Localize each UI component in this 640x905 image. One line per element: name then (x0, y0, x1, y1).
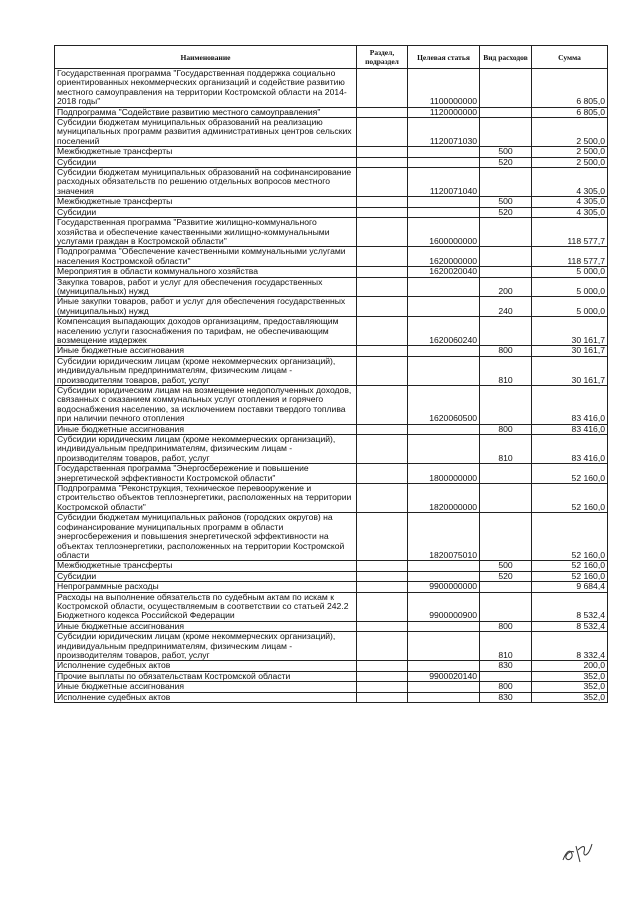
cell-name: Расходы на выполнение обязательств по судебным актам по искам к Костромской области, осуществляемым в соответствии со статьей 242.2 Бюджетного кодекса Российской Федерации (55, 592, 357, 621)
table-row (55, 592, 608, 621)
cell-name: Субсидии юридическим лицам (кроме некоммерческих организаций), индивидуальным предпринимателям, физическим лицам - производителям товаров, работ, услуг (55, 632, 357, 661)
cell-section (357, 247, 408, 267)
cell-name: Закупка товаров, работ и услуг для обеспечения государственных (муниципальных) нужд (55, 277, 357, 297)
cell-section (357, 671, 408, 681)
cell-sum: 5 000,0 (532, 297, 608, 317)
cell-sum: 83 416,0 (532, 435, 608, 464)
table-header-row (55, 46, 608, 69)
table-row (55, 277, 608, 297)
cell-section (357, 424, 408, 434)
cell-section (357, 682, 408, 692)
cell-sum: 30 161,7 (532, 317, 608, 346)
cell-name: Компенсация выпадающих доходов организациям, предоставляющим населению услуги газоснабжения по тарифам, не обеспечивающим возмещение издержек (55, 317, 357, 346)
cell-name: Иные бюджетные ассигнования (55, 621, 357, 631)
cell-name: Субсидии юридическим лицам (кроме некоммерческих организаций), индивидуальным предпринимателям, физическим лицам - производителям товаров, работ, услуг (55, 435, 357, 464)
cell-name: Субсидии бюджетам муниципальных образований на софинансирование расходных обязательств по решению отдельных вопросов местного значения (55, 168, 357, 197)
cell-kind: 800 (480, 346, 532, 356)
cell-sum: 4 305,0 (532, 207, 608, 217)
cell-article: 9900020140 (408, 671, 480, 681)
cell-article: 1820075010 (408, 513, 480, 561)
cell-name: Субсидии юридическим лицам (кроме некоммерческих организаций), индивидуальным предпринимателям, физическим лицам - производителям товаров, работ, услуг (55, 356, 357, 385)
cell-article: 1620000000 (408, 247, 480, 267)
cell-name: Иные бюджетные ассигнования (55, 682, 357, 692)
cell-kind (480, 386, 532, 425)
cell-kind (480, 592, 532, 621)
table-row (55, 424, 608, 434)
table-row (55, 118, 608, 147)
table-row (55, 346, 608, 356)
table-row (55, 464, 608, 484)
cell-section (357, 267, 408, 277)
cell-kind (480, 464, 532, 484)
cell-sum: 8 332,4 (532, 632, 608, 661)
cell-kind (480, 513, 532, 561)
table-body (55, 69, 608, 703)
cell-article: 1820000000 (408, 484, 480, 513)
cell-article: 1600000000 (408, 218, 480, 247)
cell-sum: 6 805,0 (532, 69, 608, 108)
cell-name: Субсидии (55, 157, 357, 167)
cell-sum: 5 000,0 (532, 277, 608, 297)
cell-kind (480, 317, 532, 346)
cell-article: 1620020040 (408, 267, 480, 277)
budget-table (54, 45, 608, 703)
cell-article: 1120000000 (408, 107, 480, 117)
header-section: Раздел, подраздел (357, 46, 408, 69)
cell-article: 1620060240 (408, 317, 480, 346)
cell-kind: 800 (480, 682, 532, 692)
cell-kind: 200 (480, 277, 532, 297)
cell-section (357, 157, 408, 167)
cell-article (408, 197, 480, 207)
cell-kind (480, 267, 532, 277)
cell-section (357, 356, 408, 385)
cell-section (357, 464, 408, 484)
cell-article (408, 632, 480, 661)
table-row (55, 207, 608, 217)
cell-section (357, 277, 408, 297)
table-row (55, 69, 608, 108)
table-row (55, 632, 608, 661)
cell-sum: 352,0 (532, 671, 608, 681)
cell-sum: 30 161,7 (532, 356, 608, 385)
cell-kind (480, 484, 532, 513)
table-row (55, 247, 608, 267)
cell-sum: 52 160,0 (532, 484, 608, 513)
cell-kind (480, 671, 532, 681)
cell-sum: 2 500,0 (532, 157, 608, 167)
cell-article: 1800000000 (408, 464, 480, 484)
cell-section (357, 147, 408, 157)
cell-section (357, 69, 408, 108)
table-row (55, 621, 608, 631)
cell-kind: 500 (480, 197, 532, 207)
cell-sum: 8 532,4 (532, 621, 608, 631)
cell-article: 1100000000 (408, 69, 480, 108)
table-row (55, 582, 608, 592)
cell-kind: 800 (480, 621, 532, 631)
cell-article (408, 207, 480, 217)
cell-section (357, 484, 408, 513)
cell-name: Иные закупки товаров, работ и услуг для обеспечения государственных (муниципальных) нужд (55, 297, 357, 317)
header-article: Целевая статья (408, 46, 480, 69)
cell-name: Иные бюджетные ассигнования (55, 424, 357, 434)
cell-name: Субсидии юридическим лицам на возмещение недополученных доходов, связанных с оказанием коммунальных услуг отопления и горячего водоснабжения населению, за исключением поставки твердого топлива при наличии печного отопления (55, 386, 357, 425)
cell-section (357, 168, 408, 197)
header-sum: Сумма (532, 46, 608, 69)
cell-sum: 352,0 (532, 682, 608, 692)
table-row (55, 147, 608, 157)
cell-article (408, 692, 480, 702)
table-row (55, 356, 608, 385)
table-row (55, 297, 608, 317)
table-row (55, 168, 608, 197)
cell-name: Подпрограмма "Реконструкция, техническое перевооружение и строительство объектов теплоэнергетики, расположенных на территории Костромской области" (55, 484, 357, 513)
cell-section (357, 218, 408, 247)
table-row (55, 218, 608, 247)
cell-section (357, 661, 408, 671)
cell-kind (480, 107, 532, 117)
cell-sum: 352,0 (532, 692, 608, 702)
cell-name: Подпрограмма "Содействие развитию местного самоуправления" (55, 107, 357, 117)
cell-name: Межбюджетные трансферты (55, 197, 357, 207)
cell-sum: 2 500,0 (532, 147, 608, 157)
table-row (55, 435, 608, 464)
cell-section (357, 592, 408, 621)
cell-kind: 810 (480, 435, 532, 464)
cell-name: Государственная программа "Энергосбережение и повышение энергетической эффективности Костромской области" (55, 464, 357, 484)
cell-kind: 500 (480, 147, 532, 157)
cell-section (357, 118, 408, 147)
cell-name: Иные бюджетные ассигнования (55, 346, 357, 356)
cell-article: 1120071040 (408, 168, 480, 197)
header-kind: Вид расходов (480, 46, 532, 69)
cell-name: Непрограммные расходы (55, 582, 357, 592)
cell-section (357, 107, 408, 117)
cell-article (408, 661, 480, 671)
cell-article (408, 561, 480, 571)
cell-kind: 520 (480, 207, 532, 217)
cell-sum: 8 532,4 (532, 592, 608, 621)
cell-sum: 5 000,0 (532, 267, 608, 277)
cell-kind: 830 (480, 692, 532, 702)
table-row (55, 107, 608, 117)
cell-name: Мероприятия в области коммунального хозяйства (55, 267, 357, 277)
cell-kind (480, 582, 532, 592)
cell-name: Субсидии бюджетам муниципальных образований на реализацию муниципальных программ развития административных центров сельских поселений (55, 118, 357, 147)
table-row (55, 386, 608, 425)
table-row (55, 484, 608, 513)
table-row (55, 561, 608, 571)
cell-sum: 52 160,0 (532, 513, 608, 561)
cell-section (357, 632, 408, 661)
table-row (55, 197, 608, 207)
cell-section (357, 197, 408, 207)
cell-article (408, 346, 480, 356)
table-row (55, 682, 608, 692)
cell-sum: 52 160,0 (532, 561, 608, 571)
table-row (55, 661, 608, 671)
cell-sum: 6 805,0 (532, 107, 608, 117)
cell-name: Исполнение судебных актов (55, 661, 357, 671)
cell-name: Субсидии (55, 207, 357, 217)
cell-sum: 4 305,0 (532, 197, 608, 207)
table-row (55, 317, 608, 346)
cell-sum: 118 577,7 (532, 218, 608, 247)
cell-article (408, 435, 480, 464)
cell-sum: 2 500,0 (532, 118, 608, 147)
table-row (55, 513, 608, 561)
cell-sum: 52 160,0 (532, 464, 608, 484)
cell-name: Межбюджетные трансферты (55, 147, 357, 157)
cell-article (408, 424, 480, 434)
cell-section (357, 386, 408, 425)
cell-name: Межбюджетные трансферты (55, 561, 357, 571)
cell-kind (480, 218, 532, 247)
cell-kind: 810 (480, 632, 532, 661)
cell-section (357, 582, 408, 592)
cell-kind (480, 69, 532, 108)
cell-article: 9900000900 (408, 592, 480, 621)
cell-section (357, 317, 408, 346)
cell-kind (480, 168, 532, 197)
cell-article (408, 297, 480, 317)
header-name: Наименование (55, 46, 357, 69)
cell-section (357, 435, 408, 464)
cell-section (357, 297, 408, 317)
cell-section (357, 346, 408, 356)
cell-name: Субсидии (55, 571, 357, 581)
cell-sum: 52 160,0 (532, 571, 608, 581)
cell-section (357, 621, 408, 631)
table-row (55, 571, 608, 581)
cell-article (408, 682, 480, 692)
cell-name: Субсидии бюджетам муниципальных районов (городских округов) на софинансирование муниципальных программ в области энергосбережения и повышения энергетической эффективности на объектах теплоэнергетики, расположенных на территории Костромской области (55, 513, 357, 561)
cell-kind (480, 247, 532, 267)
cell-kind: 520 (480, 157, 532, 167)
table-row (55, 671, 608, 681)
cell-sum: 118 577,7 (532, 247, 608, 267)
cell-article (408, 277, 480, 297)
cell-section (357, 571, 408, 581)
cell-kind: 520 (480, 571, 532, 581)
cell-kind: 800 (480, 424, 532, 434)
cell-kind: 240 (480, 297, 532, 317)
cell-kind: 830 (480, 661, 532, 671)
cell-section (357, 513, 408, 561)
cell-sum: 83 416,0 (532, 386, 608, 425)
cell-name: Государственная программа "Развитие жилищно-коммунального хозяйства и обеспечение качественными жилищно-коммунальными услугами граждан в Костромской области" (55, 218, 357, 247)
cell-kind: 810 (480, 356, 532, 385)
cell-sum: 4 305,0 (532, 168, 608, 197)
cell-name: Государственная программа "Государственная поддержка социально ориентированных некоммерческих организаций и содействие развитию местного самоуправления на территории Костромской области на 2014-2018 годы" (55, 69, 357, 108)
cell-article (408, 356, 480, 385)
cell-name: Исполнение судебных актов (55, 692, 357, 702)
cell-article: 1620060500 (408, 386, 480, 425)
cell-article (408, 157, 480, 167)
cell-article: 1120071030 (408, 118, 480, 147)
cell-kind (480, 118, 532, 147)
cell-sum: 9 684,4 (532, 582, 608, 592)
table-row (55, 157, 608, 167)
cell-section (357, 207, 408, 217)
cell-section (357, 561, 408, 571)
cell-name: Прочие выплаты по обязательствам Костромской области (55, 671, 357, 681)
cell-article (408, 147, 480, 157)
cell-article: 9900000000 (408, 582, 480, 592)
cell-sum: 30 161,7 (532, 346, 608, 356)
table-row (55, 692, 608, 702)
cell-sum: 200,0 (532, 661, 608, 671)
cell-kind: 500 (480, 561, 532, 571)
cell-article (408, 621, 480, 631)
cell-sum: 83 416,0 (532, 424, 608, 434)
cell-article (408, 571, 480, 581)
signature-mark (560, 838, 600, 868)
table-row (55, 267, 608, 277)
cell-section (357, 692, 408, 702)
cell-name: Подпрограмма "Обеспечение качественными коммунальными услугами населения Костромской области" (55, 247, 357, 267)
